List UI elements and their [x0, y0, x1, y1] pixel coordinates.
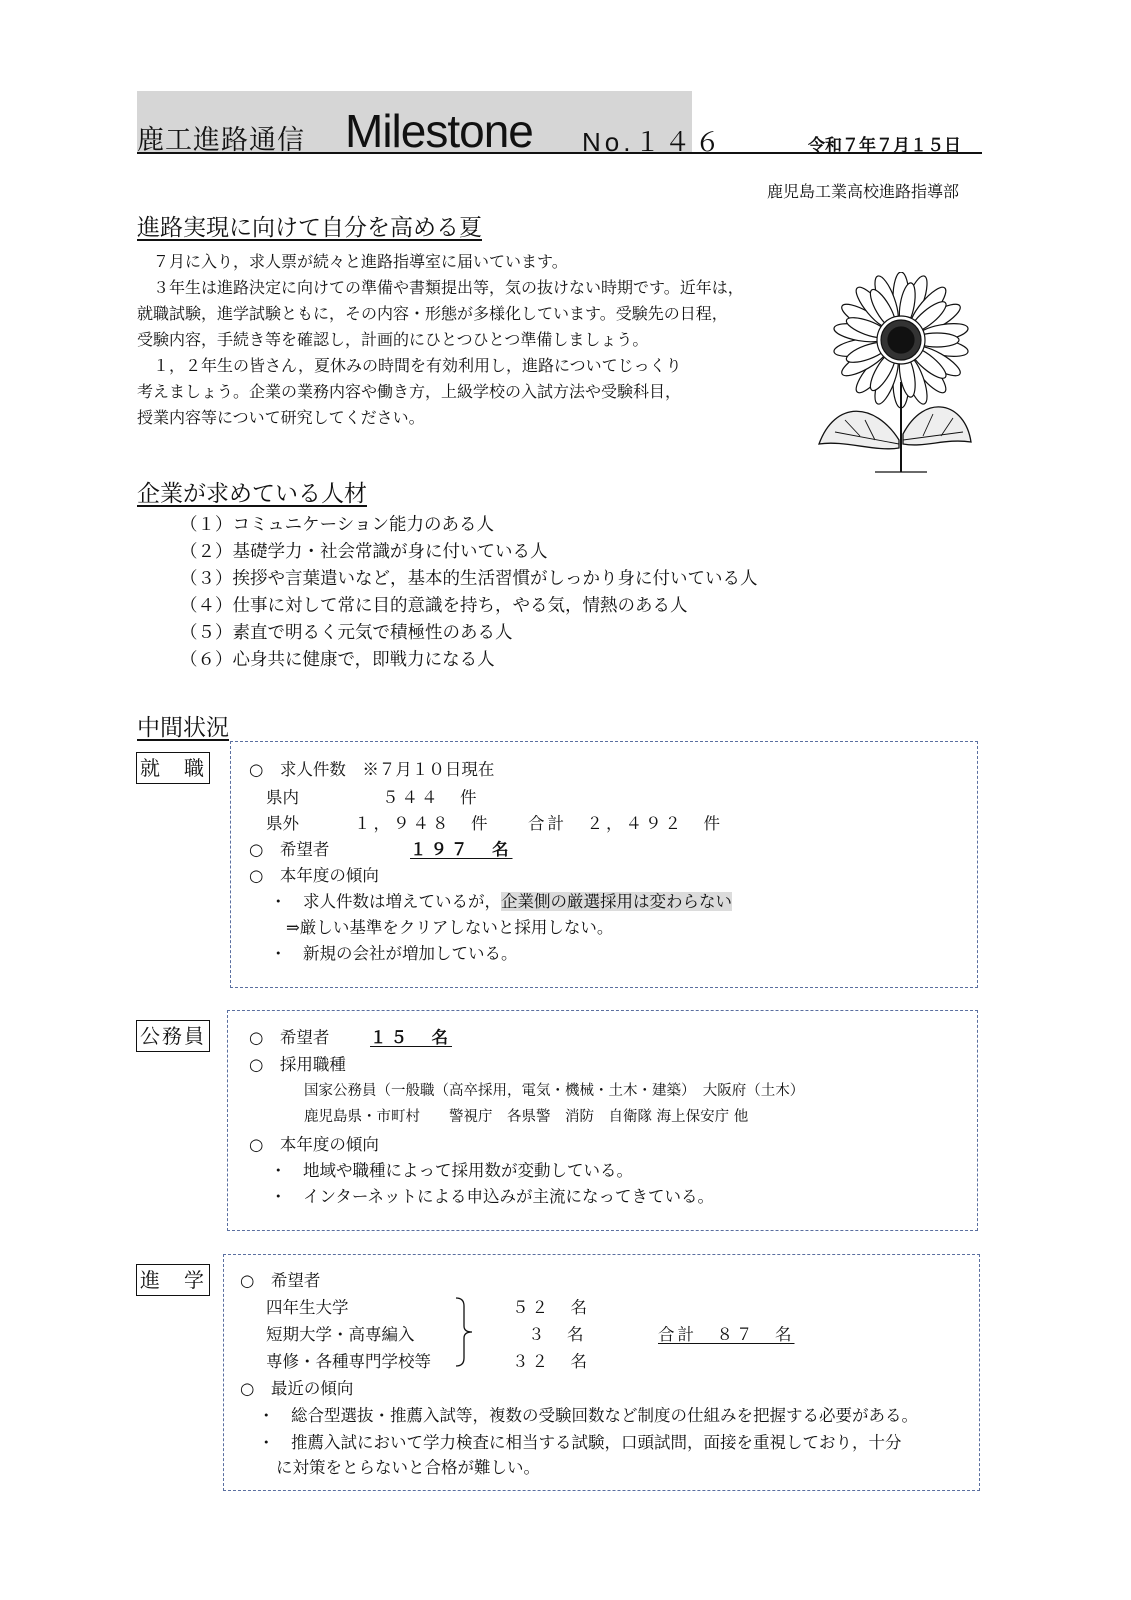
publisher: 鹿児島工業高校進路指導部: [767, 182, 960, 201]
issue-date: 令和７年７月１５日: [808, 136, 961, 156]
list-item: （３）挨拶や言葉遣いなど，基本的生活習慣がしっかり身に付いている人: [180, 569, 758, 589]
newsletter-name: 鹿工進路通信: [137, 125, 305, 156]
further-row-value: ５２ 名: [512, 1298, 590, 1317]
intro-line: ３年生は進路決定に向けての準備や書類提出等，気の抜けない時期です。近年は，: [137, 278, 744, 297]
intro-line: 就職試験，進学試験ともに，その内容・形態が多様化しています。受験先の日程，: [137, 304, 728, 323]
out-pref-label: 県外: [266, 814, 299, 833]
section-heading-summer: 進路実現に向けて自分を高める夏: [137, 215, 482, 241]
issue-number: No.１４６: [582, 127, 725, 157]
out-pref-count: １，９４８ 件: [354, 814, 491, 833]
civil-jobs-line-1: 国家公務員（一般職（高卒採用，電気・機械・土木・建築） 大阪府（土木）: [304, 1083, 805, 1099]
intro-line: １，２年生の皆さん，夏休みの時間を有効利用し，進路についてじっくり: [137, 356, 682, 375]
right-brace-icon: [454, 1296, 478, 1368]
further-applicants-label: ○ 希望者: [240, 1271, 321, 1290]
tag-employment: 就 職: [136, 752, 210, 784]
job-openings-total: 合計 ２，４９２ 件: [528, 814, 723, 833]
list-item: （５）素直で明るく元気で積極性のある人: [180, 623, 513, 643]
list-item: （６）心身共に健康で，即戦力になる人: [180, 650, 495, 670]
employment-trend-2: ・ 新規の会社が増加している。: [270, 944, 518, 963]
tag-civil-service: 公務員: [136, 1020, 210, 1052]
newsletter-title: Milestone: [345, 105, 533, 157]
further-row-label: 短期大学・高専編入: [266, 1325, 415, 1344]
section-heading-status: 中間状況: [137, 715, 229, 741]
further-row-label: 四年生大学: [266, 1298, 349, 1317]
employment-trend-1-note: ⇒厳しい基準をクリアしないと採用しない。: [286, 918, 614, 937]
employment-applicants-count: １９７ 名: [410, 840, 513, 859]
list-item: （４）仕事に対して常に目的意識を持ち，やる気，情熱のある人: [180, 596, 688, 616]
civil-trend-1: ・ 地域や職種によって採用数が変動している。: [270, 1161, 633, 1180]
list-item: （２）基礎学力・社会常識が身に付いている人: [180, 542, 548, 562]
list-item: （１）コミュニケーション能力のある人: [180, 515, 494, 535]
civil-trend-label: ○ 本年度の傾向: [249, 1135, 379, 1154]
sunflower-icon: [815, 272, 975, 477]
employment-trend-1: [270, 888, 732, 912]
highlighted-text: 企業側の厳選採用は変わらない: [501, 892, 732, 911]
tag-further-education: 進 学: [136, 1264, 210, 1296]
further-total: 合計 ８７ 名: [658, 1325, 795, 1344]
further-trend-2: ・ 推薦入試において学力検査に相当する試験，口頭試問，面接を重視しており，十分: [258, 1433, 902, 1452]
civil-trend-2: ・ インターネットによる申込みが主流になってきている。: [270, 1187, 715, 1206]
further-trend-2-cont: に対策をとらないと合格が難しい。: [276, 1458, 540, 1477]
employment-applicants-label: ○ 希望者: [249, 840, 330, 859]
civil-applicants-count: １５ 名: [370, 1028, 452, 1047]
trend-text: ・ 求人件数は増えているが，: [270, 892, 501, 911]
civil-jobs-label: ○ 採用職種: [249, 1055, 346, 1074]
civil-applicants-label: ○ 希望者: [249, 1028, 330, 1047]
in-pref-label: 県内: [266, 788, 299, 807]
civil-jobs-line-2: 鹿児島県・市町村 警視庁 各県警 消防 自衛隊 海上保安庁 他: [304, 1109, 749, 1125]
intro-line: 授業内容等について研究してください。: [137, 408, 425, 427]
further-trend-1: ・ 総合型選抜・推薦入試等，複数の受験回数など制度の仕組みを把握する必要がある。: [258, 1406, 918, 1425]
talent-list: [180, 512, 758, 674]
intro-line: ７月に入り，求人票が続々と進路指導室に届いています。: [137, 252, 568, 271]
intro-paragraph: [137, 249, 744, 431]
intro-line: 受験内容，手続き等を確認し，計画的にひとつひとつ準備しましょう。: [137, 330, 649, 349]
employment-trend-label: ○ 本年度の傾向: [249, 866, 379, 885]
further-row-label: 専修・各種専門学校等: [266, 1352, 431, 1371]
further-trend-label: ○ 最近の傾向: [240, 1379, 354, 1398]
further-row-value: ３２ 名: [512, 1352, 590, 1371]
job-openings-label: ○ 求人件数 ※７月１０日現在: [249, 760, 495, 779]
section-heading-talent: 企業が求めている人材: [137, 481, 367, 507]
in-pref-count: ５４４ 件: [382, 788, 480, 807]
intro-line: 考えましょう。企業の業務内容や働き方，上級学校の入試方法や受験科目，: [137, 382, 682, 401]
further-row-value: ３ 名: [528, 1325, 587, 1344]
